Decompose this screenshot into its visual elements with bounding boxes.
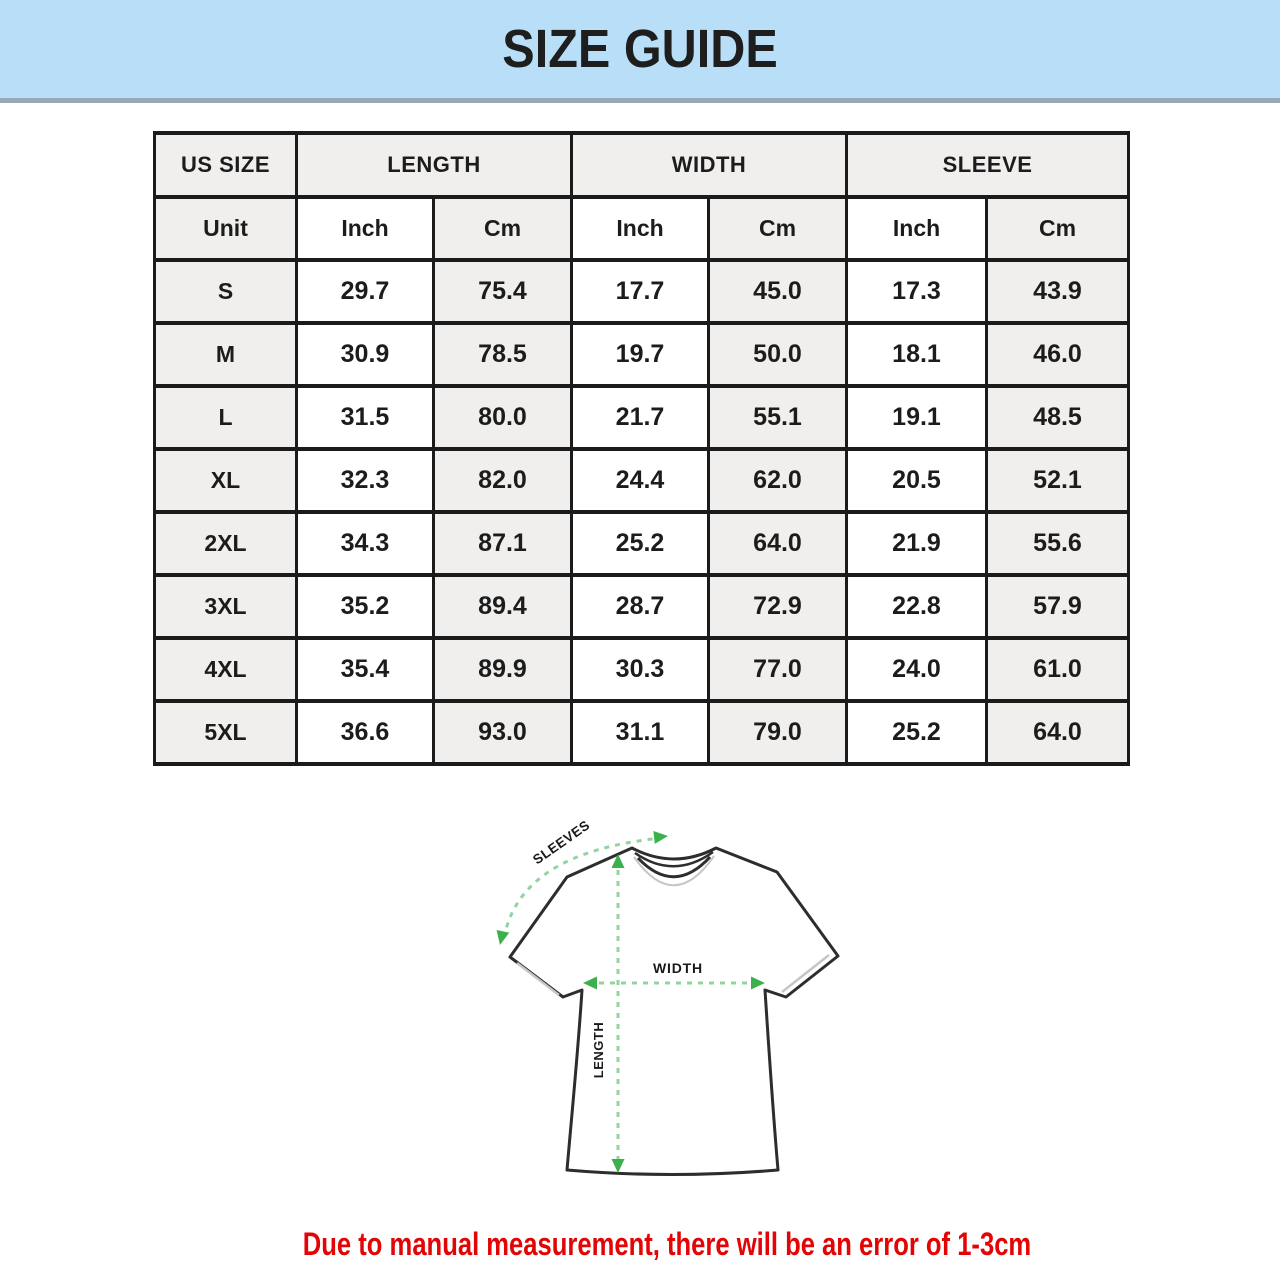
value-cell: 31.5 xyxy=(297,386,434,449)
col-header-us-size: US SIZE xyxy=(155,133,297,197)
value-cell: 52.1 xyxy=(987,449,1129,512)
col-header-width: WIDTH xyxy=(572,133,847,197)
table-row xyxy=(155,386,1129,449)
table-row xyxy=(155,260,1129,323)
value-cell: 30.3 xyxy=(572,638,709,701)
value-cell: 57.9 xyxy=(987,575,1129,638)
value-cell: 80.0 xyxy=(434,386,572,449)
length-label: LENGTH xyxy=(591,1021,606,1079)
value-cell: 72.9 xyxy=(709,575,847,638)
size-cell: M xyxy=(155,323,297,386)
value-cell: 20.5 xyxy=(847,449,987,512)
value-cell: 24.4 xyxy=(572,449,709,512)
value-cell: 78.5 xyxy=(434,323,572,386)
value-cell: 77.0 xyxy=(709,638,847,701)
value-cell: 36.6 xyxy=(297,701,434,764)
value-cell: 21.7 xyxy=(572,386,709,449)
size-cell: 3XL xyxy=(155,575,297,638)
value-cell: 87.1 xyxy=(434,512,572,575)
value-cell: 18.1 xyxy=(847,323,987,386)
value-cell: 17.3 xyxy=(847,260,987,323)
size-cell: 5XL xyxy=(155,701,297,764)
value-cell: 24.0 xyxy=(847,638,987,701)
value-cell: 45.0 xyxy=(709,260,847,323)
table-row xyxy=(155,575,1129,638)
col-header-sleeve: SLEEVE xyxy=(847,133,1129,197)
value-cell: 22.8 xyxy=(847,575,987,638)
width-label: WIDTH xyxy=(653,960,703,976)
value-cell: 30.9 xyxy=(297,323,434,386)
value-cell: 35.2 xyxy=(297,575,434,638)
tshirt-diagram xyxy=(460,812,880,1212)
arrowhead-icon xyxy=(653,830,668,844)
value-cell: 43.9 xyxy=(987,260,1129,323)
table-row xyxy=(155,638,1129,701)
value-cell: 17.7 xyxy=(572,260,709,323)
value-cell: 55.6 xyxy=(987,512,1129,575)
unit-length-inch: Inch xyxy=(297,197,434,260)
size-cell: 2XL xyxy=(155,512,297,575)
table-unit-row xyxy=(155,197,1129,260)
value-cell: 61.0 xyxy=(987,638,1129,701)
value-cell: 75.4 xyxy=(434,260,572,323)
value-cell: 25.2 xyxy=(572,512,709,575)
sleeves-label: SLEEVES xyxy=(530,817,593,868)
value-cell: 46.0 xyxy=(987,323,1129,386)
value-cell: 50.0 xyxy=(709,323,847,386)
measurement-note: Due to manual measurement, there will be an error of 1-3cm xyxy=(302,1226,1032,1262)
unit-header: Unit xyxy=(155,197,297,260)
size-cell: XL xyxy=(155,449,297,512)
arrowhead-icon xyxy=(494,930,510,946)
value-cell: 48.5 xyxy=(987,386,1129,449)
value-cell: 62.0 xyxy=(709,449,847,512)
value-cell: 55.1 xyxy=(709,386,847,449)
unit-sleeve-cm: Cm xyxy=(987,197,1129,260)
unit-length-cm: Cm xyxy=(434,197,572,260)
page-title: SIZE GUIDE xyxy=(502,19,778,79)
table-row xyxy=(155,701,1129,764)
size-cell: S xyxy=(155,260,297,323)
value-cell: 29.7 xyxy=(297,260,434,323)
value-cell: 79.0 xyxy=(709,701,847,764)
value-cell: 89.9 xyxy=(434,638,572,701)
value-cell: 34.3 xyxy=(297,512,434,575)
value-cell: 25.2 xyxy=(847,701,987,764)
value-cell: 89.4 xyxy=(434,575,572,638)
value-cell: 64.0 xyxy=(987,701,1129,764)
value-cell: 19.7 xyxy=(572,323,709,386)
value-cell: 28.7 xyxy=(572,575,709,638)
size-guide-banner xyxy=(0,0,1280,103)
col-header-length: LENGTH xyxy=(297,133,572,197)
unit-sleeve-inch: Inch xyxy=(847,197,987,260)
table-group-header-row xyxy=(155,133,1129,197)
value-cell: 31.1 xyxy=(572,701,709,764)
size-table xyxy=(153,131,1130,766)
value-cell: 64.0 xyxy=(709,512,847,575)
value-cell: 19.1 xyxy=(847,386,987,449)
value-cell: 82.0 xyxy=(434,449,572,512)
unit-width-inch: Inch xyxy=(572,197,709,260)
value-cell: 21.9 xyxy=(847,512,987,575)
unit-width-cm: Cm xyxy=(709,197,847,260)
value-cell: 35.4 xyxy=(297,638,434,701)
table-row xyxy=(155,449,1129,512)
table-row xyxy=(155,323,1129,386)
value-cell: 93.0 xyxy=(434,701,572,764)
size-cell: 4XL xyxy=(155,638,297,701)
table-row xyxy=(155,512,1129,575)
size-cell: L xyxy=(155,386,297,449)
tshirt-outline xyxy=(510,848,838,1175)
value-cell: 32.3 xyxy=(297,449,434,512)
